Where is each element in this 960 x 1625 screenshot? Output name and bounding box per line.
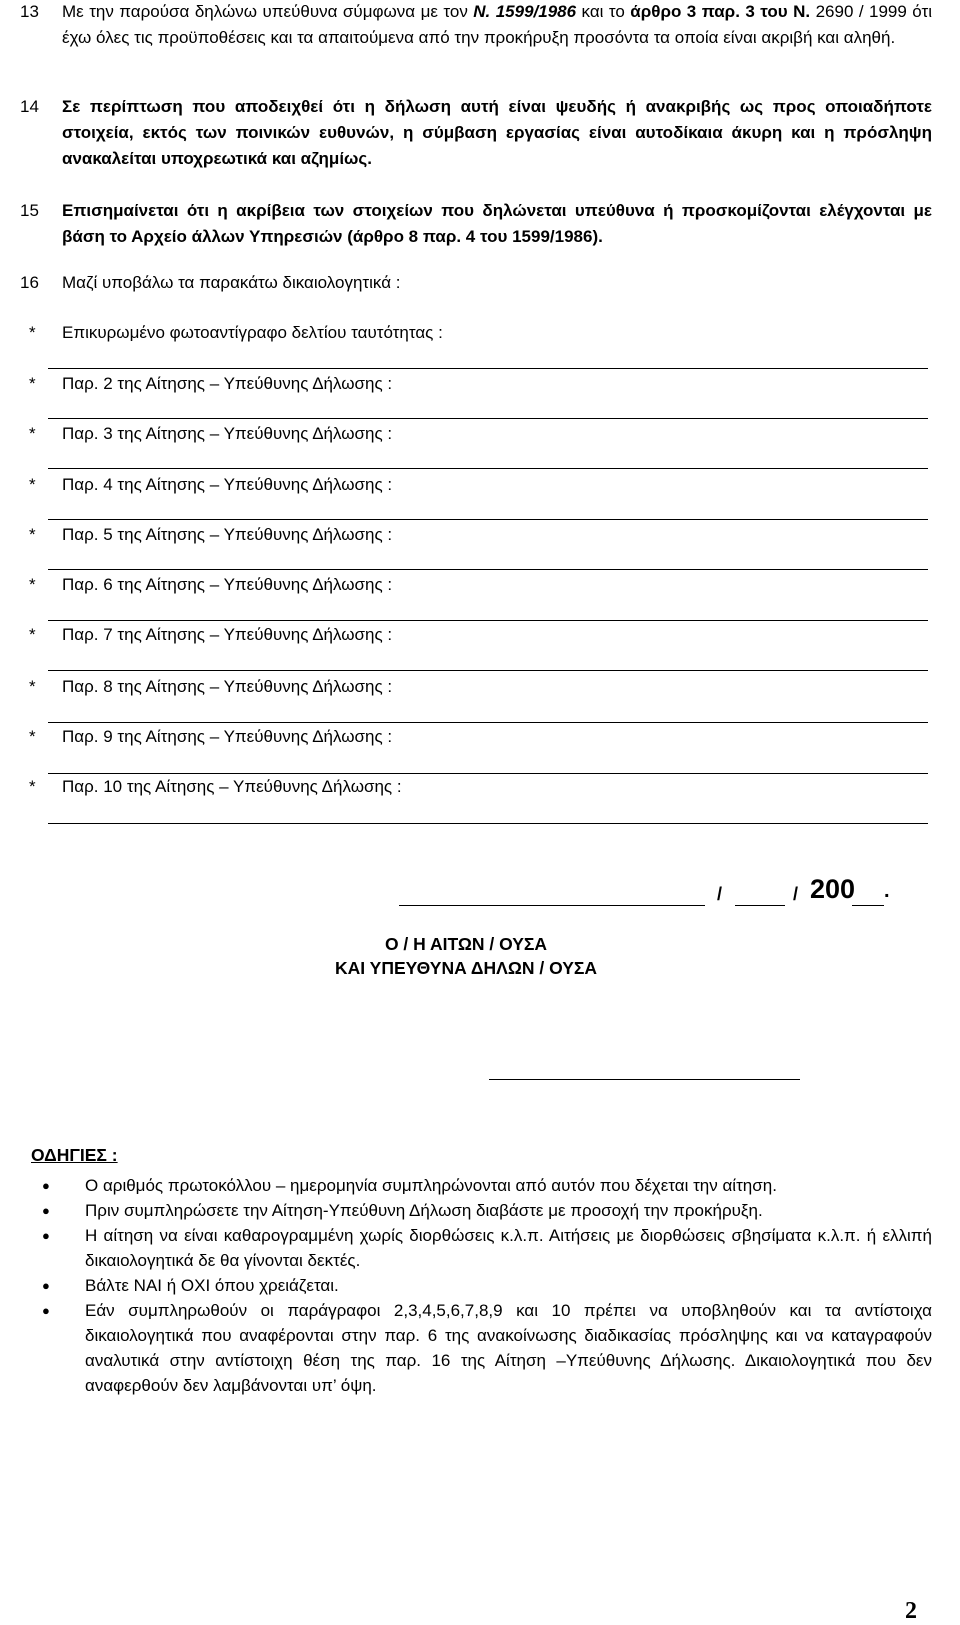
fill-line[interactable]	[48, 468, 928, 469]
text-run: 2690 / 1999 ότι έχω όλες τις προϋποθέσεις και τα απαιτούμενα από την προκήρυξη προσόντα τα οποία είναι ακριβή και αληθή.	[62, 2, 932, 47]
year-blank[interactable]	[852, 905, 884, 906]
text-run: Με την παρούσα δηλώνω υπεύθυνα σύμφωνα με τον	[62, 2, 474, 21]
bullet-icon: ●	[42, 1303, 50, 1318]
paragraph-number: 13	[20, 2, 39, 21]
instruction-item	[34, 1198, 932, 1223]
year-prefix: 200	[810, 874, 856, 904]
fill-line[interactable]	[48, 519, 928, 520]
checklist-item	[29, 320, 929, 346]
bullet-icon: ●	[42, 1278, 50, 1293]
page-number: 2	[905, 1598, 917, 1624]
fill-line[interactable]	[48, 418, 928, 419]
checklist-label: Παρ. 6 της Αίτησης – Υπεύθυνης Δήλωσης :	[62, 575, 393, 594]
instruction-item	[34, 1273, 932, 1298]
day-blank[interactable]	[399, 905, 705, 906]
instruction-text: Ο αριθμός πρωτοκόλλου – ημερομηνία συμπληρώνονται από αυτόν που δέχεται την αίτηση.	[85, 1176, 777, 1195]
bullet-icon: ●	[42, 1203, 50, 1218]
instruction-item	[34, 1173, 932, 1198]
paragraph-text	[62, 0, 932, 51]
checklist-item	[29, 774, 929, 800]
checklist-item	[29, 371, 929, 397]
asterisk-bullet: *	[29, 323, 36, 342]
date-separator: /	[717, 884, 723, 904]
paragraph-16	[20, 270, 932, 296]
signature-title-line2: ΚΑΙ ΥΠΕΥΘΥΝΑ ΔΗΛΩΝ / ΟΥΣΑ	[334, 958, 598, 978]
instruction-text: Εάν συμπληρωθούν οι παράγραφοι 2,3,4,5,6,7,8,9 και 10 πρέπει να υποβληθούν και τα αντίστοιχα δικαιολογητικά που αναφέρονται στην παρ. 6 της ανακοίνωσης διαδικασίας πρόσληψης και να καταγραφούν αναλυτικά στην αντίστοιχη θέση της παρ. 16 της Αίτηση –Υπεύθυνης Δήλωσης. Δικαιολογητικά που δεν αναφερθούν δεν λαμβάνονται υπ’ όψη.	[85, 1301, 932, 1395]
paragraph-number: 15	[20, 201, 39, 220]
checklist-item	[29, 622, 929, 648]
paragraph-number: 14	[20, 97, 39, 116]
checklist-label: Παρ. 10 της Αίτησης – Υπεύθυνης Δήλωσης :	[62, 777, 402, 796]
fill-line[interactable]	[48, 368, 928, 369]
checklist-item	[29, 472, 929, 498]
fill-line[interactable]	[48, 722, 928, 723]
paragraph-text: Επισημαίνεται ότι η ακρίβεια των στοιχείων που δηλώνεται υπεύθυνα ή προσκομίζονται ελέγχονται με βάση το Αρχείο άλλων Υπηρεσιών (άρθρο 8 παρ. 4 του 1599/1986).	[62, 201, 932, 246]
instructions-list	[34, 1173, 932, 1398]
checklist-item	[29, 724, 929, 750]
paragraph-15	[20, 198, 932, 250]
fill-line[interactable]	[48, 823, 928, 824]
checklist-item	[29, 572, 929, 598]
asterisk-bullet: *	[29, 424, 36, 443]
checklist-label: Παρ. 4 της Αίτησης – Υπεύθυνης Δήλωσης :	[62, 475, 393, 494]
paragraph-text: Σε περίπτωση που αποδειχθεί ότι η δήλωση αυτή είναι ψευδής ή ανακριβής ως προς οποιαδήποτε στοιχεία, εκτός των ποινικών ευθυνών, η σύμβαση εργασίας είναι αυτοδίκαια άκυρη και η πρόσληψη ανακαλείται υποχρεωτικά και αζημίως.	[62, 97, 932, 168]
paragraph-number: 16	[20, 273, 39, 292]
date-separator: /	[793, 884, 799, 904]
asterisk-bullet: *	[29, 525, 36, 544]
bullet-icon: ●	[42, 1228, 50, 1243]
checklist-label: Παρ. 2 της Αίτησης – Υπεύθυνης Δήλωσης :	[62, 374, 393, 393]
checklist-label: Επικυρωμένο φωτοαντίγραφο δελτίου ταυτότητας :	[62, 323, 443, 342]
instructions-title-text: ΟΔΗΓΙΕΣ :	[31, 1145, 118, 1165]
instruction-text: Βάλτε ΝΑΙ ή ΟΧΙ όπου χρειάζεται.	[85, 1276, 339, 1295]
asterisk-bullet: *	[29, 575, 36, 594]
asterisk-bullet: *	[29, 727, 36, 746]
text-run: Ν. 1599/1986	[473, 2, 577, 21]
date-period: .	[884, 880, 890, 902]
fill-line[interactable]	[48, 620, 928, 621]
instruction-text: Πριν συμπληρώσετε την Αίτηση-Υπεύθυνη Δήλωση διαβάστε με προσοχή την προκήρυξη.	[85, 1201, 763, 1220]
checklist-item	[29, 421, 929, 447]
checklist-label: Παρ. 7 της Αίτησης – Υπεύθυνης Δήλωσης :	[62, 625, 393, 644]
checklist-label: Παρ. 8 της Αίτησης – Υπεύθυνης Δήλωσης :	[62, 677, 393, 696]
text-run: και το	[576, 2, 631, 21]
instruction-item	[34, 1223, 932, 1273]
fill-line[interactable]	[48, 569, 928, 570]
bullet-icon: ●	[42, 1178, 50, 1193]
checklist-label: Παρ. 9 της Αίτησης – Υπεύθυνης Δήλωσης :	[62, 727, 393, 746]
month-blank[interactable]	[735, 905, 785, 906]
asterisk-bullet: *	[29, 777, 36, 796]
fill-line[interactable]	[48, 670, 928, 671]
asterisk-bullet: *	[29, 625, 36, 644]
paragraph-14	[20, 94, 932, 172]
paragraph-text: Μαζί υποβάλω τα παρακάτω δικαιολογητικά :	[62, 273, 401, 292]
checklist-item	[29, 522, 929, 548]
checklist-item	[29, 674, 929, 700]
signature-title-line1: Ο / Η ΑΙΤΩΝ / ΟΥΣΑ	[384, 934, 548, 954]
checklist-label: Παρ. 5 της Αίτησης – Υπεύθυνης Δήλωσης :	[62, 525, 393, 544]
asterisk-bullet: *	[29, 475, 36, 494]
signature-line[interactable]	[489, 1079, 800, 1080]
instruction-item	[34, 1298, 932, 1398]
paragraph-13	[20, 0, 932, 51]
checklist-label: Παρ. 3 της Αίτησης – Υπεύθυνης Δήλωσης :	[62, 424, 393, 443]
instruction-text: Η αίτηση να είναι καθαρογραμμένη χωρίς διορθώσεις κ.λ.π. Αιτήσεις με διορθώσεις σβησίματα κ.λ.π. ή ελλιπή δικαιολογητικά δε θα γίνονται δεκτές.	[85, 1226, 932, 1270]
instructions-title	[31, 1145, 118, 1166]
asterisk-bullet: *	[29, 374, 36, 393]
text-run: άρθρο 3 παρ. 3 του Ν.	[630, 2, 811, 21]
asterisk-bullet: *	[29, 677, 36, 696]
